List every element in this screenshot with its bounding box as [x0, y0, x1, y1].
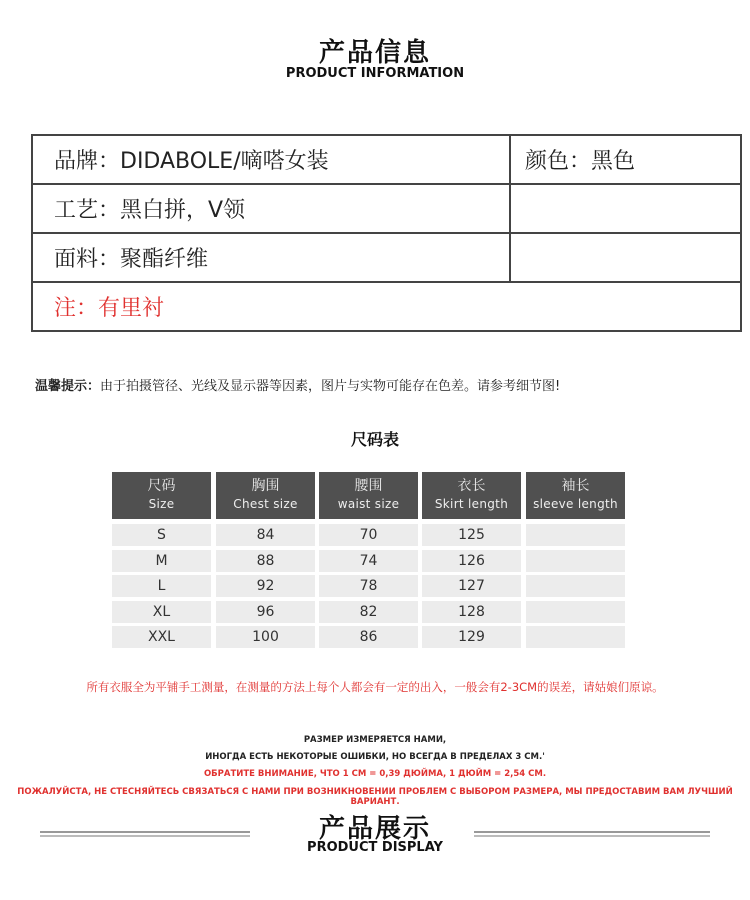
size-cell-length: 127 [422, 575, 521, 597]
product-info-title: 产品信息 [318, 38, 431, 68]
header-sleeve-cn: 袖长 [561, 478, 590, 494]
brand-cell: 品牌：DIDABOLE/嘀嗒女装 [32, 135, 510, 184]
size-cell-chest: 96 [216, 601, 315, 623]
header-waist-en: waist size [337, 497, 400, 511]
fabric-cell: 面料：聚酯纤维 [32, 233, 510, 282]
size-cell-chest: 84 [216, 524, 315, 546]
size-cell-length: 125 [422, 524, 521, 546]
size-cell-waist: 82 [319, 601, 418, 623]
russian-note-4: ПОЖАЛУЙСТА, НЕ СТЕСНЯЙТЕСЬ СВЯЗАТЬСЯ С НАМИ ПРИ ВОЗНИКНОВЕНИИ ПРОБЛЕМ С ВЫБОРОМ РАЗМЕРА, МЫ ПРЕДОСТАВИМ ВАМ ЛУЧШИЙ ВАРИАНТ. [17, 787, 733, 807]
header-length [422, 472, 521, 519]
header-size-cn: 尺码 [147, 478, 176, 494]
header-size [112, 472, 211, 519]
size-cell-sleeve [526, 601, 625, 623]
color-cell: 颜色：黑色 [510, 135, 741, 184]
tip-text: 由于拍摄管径、光线及显示器等因素，图片与实物可能存在色差。请参考细节图! [100, 379, 561, 394]
product-info-table [31, 134, 742, 332]
header-chest [216, 472, 315, 519]
size-cell-chest: 92 [216, 575, 315, 597]
size-cell-size: XXL [112, 626, 211, 648]
header-size-en: Size [148, 497, 175, 511]
craft-cell: 工艺：黑白拼，V领 [32, 184, 510, 233]
note-cell: 注：有里衬 [32, 282, 741, 331]
size-cell-waist: 78 [319, 575, 418, 597]
russian-note-3: ОБРАТИТЕ ВНИМАНИЕ, ЧТО 1 СМ = 0,39 ДЮЙМА, 1 ДЮЙМ = 2,54 СМ. [203, 769, 547, 779]
size-cell-sleeve [526, 524, 625, 546]
size-cell-sleeve [526, 575, 625, 597]
size-cell-size: L [112, 575, 211, 597]
size-cell-size: XL [112, 601, 211, 623]
header-waist-cn: 腰围 [354, 478, 383, 494]
tip-label: 温馨提示： [35, 379, 101, 394]
header-length-en: Skirt length [434, 497, 509, 511]
size-cell-size: M [112, 550, 211, 572]
header-sleeve-en: sleeve length [533, 497, 618, 511]
header-waist [319, 472, 418, 519]
product-info-subtitle: PRODUCT INFORMATION [285, 66, 465, 81]
header-length-cn: 衣长 [457, 478, 486, 494]
size-cell-chest: 100 [216, 626, 315, 648]
size-cell-sleeve [526, 550, 625, 572]
russian-note-2: ИНОГДА ЕСТЬ НЕКОТОРЫЕ ОШИБКИ, НО ВСЕГДА В ПРЕДЕЛАХ 3 СМ.' [205, 752, 545, 762]
header-chest-en: Chest size [233, 497, 298, 511]
product-display-subtitle: PRODUCT DISPLAY [307, 840, 443, 855]
size-cell-waist: 70 [319, 524, 418, 546]
size-cell-sleeve [526, 626, 625, 648]
measurement-note: 所有衣服全为平铺手工测量，在测量的方法上每个人都会有一定的出入，一般会有2-3CM的误差，请姑娘们原谅。 [86, 680, 664, 694]
size-chart-title: 尺码表 [350, 430, 399, 449]
size-cell-length: 128 [422, 601, 521, 623]
size-cell-waist: 74 [319, 550, 418, 572]
product-display-title: 产品展示 [318, 814, 431, 844]
empty-cell [510, 233, 741, 282]
size-cell-length: 129 [422, 626, 521, 648]
size-cell-size: S [112, 524, 211, 546]
header-chest-cn: 胸围 [251, 478, 280, 494]
russian-note-1: РАЗМЕР ИЗМЕРЯЕТСЯ НАМИ, [303, 735, 447, 745]
size-cell-chest: 88 [216, 550, 315, 572]
empty-cell [510, 184, 741, 233]
size-cell-waist: 86 [319, 626, 418, 648]
tip-line [35, 375, 745, 394]
header-sleeve [526, 472, 625, 519]
size-cell-length: 126 [422, 550, 521, 572]
